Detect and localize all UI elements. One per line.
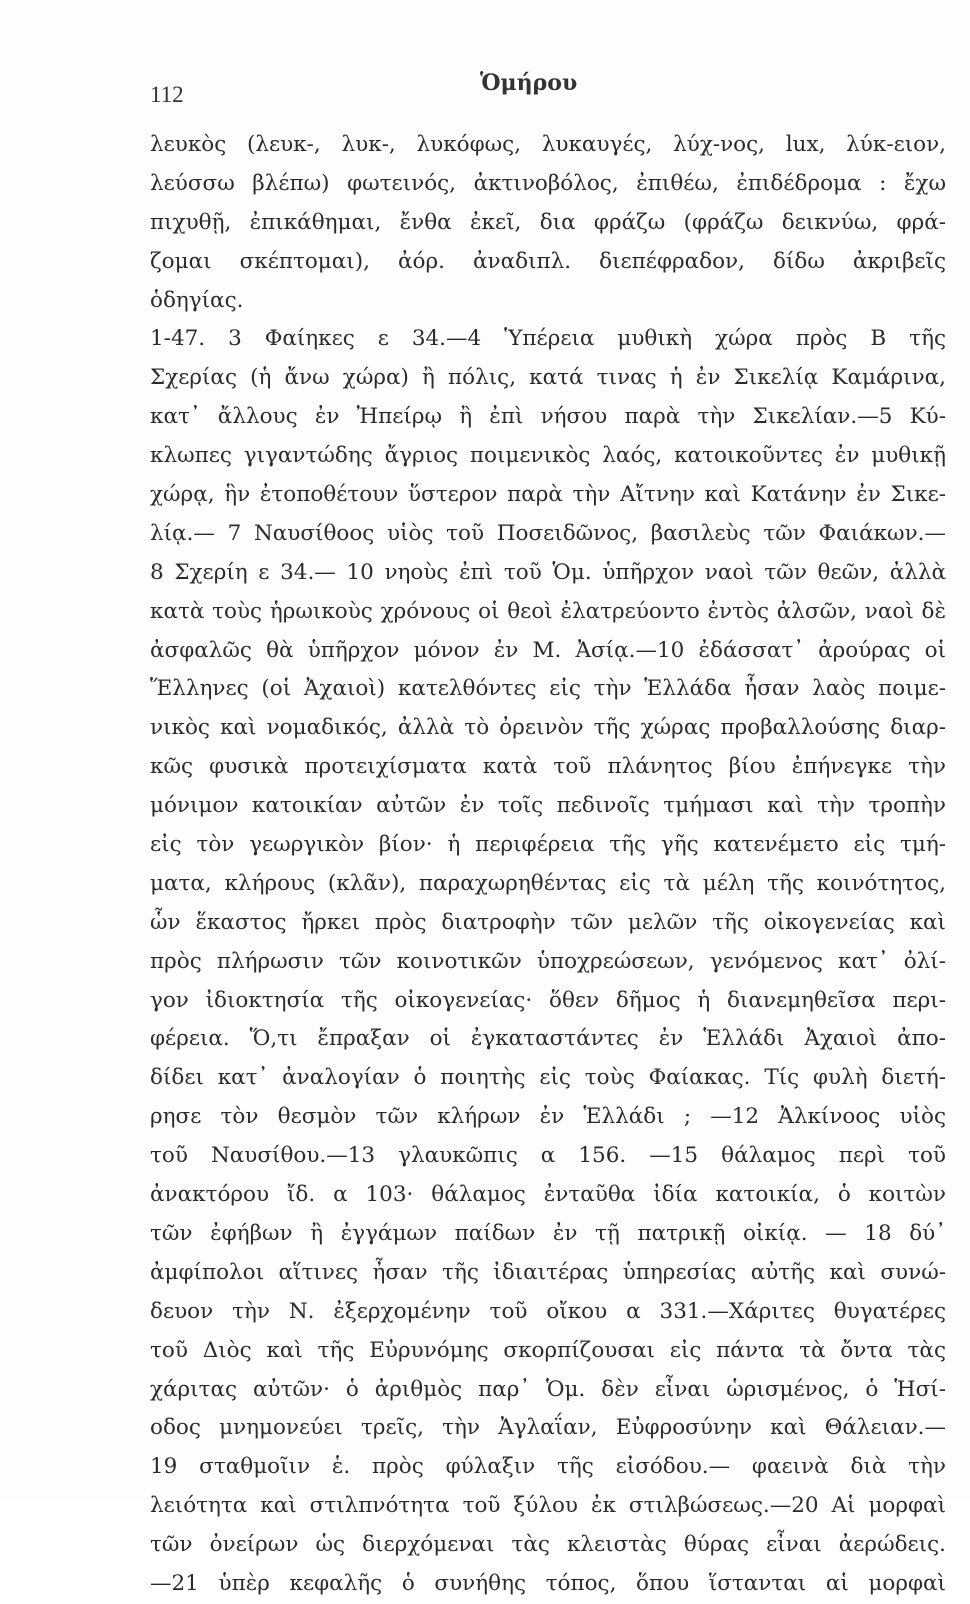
text-line: ἀσφαλῶς θὰ ὑπῆρχον μόνον ἐν Μ. Ἀσίᾳ.—10 ἐδάσσατ᾽ ἀρούρας οἱ — [150, 637, 946, 663]
text-line: λευκὸς (λευκ-, λυκ-, λυκόφως, λυκαυγές, λύχ-νος, lux, λύκ-ειον, — [150, 132, 946, 157]
text-line: λειότητα καὶ στιλπνότητα τοῦ ξύλου ἐκ στιλβώσεως.—20 Αἱ μορφαὶ — [150, 1493, 946, 1519]
text-line: νικὸς καὶ νομαδικός, ἀλλὰ τὸ ὀρεινὸν τῆς χώρας προβαλλούσης διαρ- — [150, 715, 946, 741]
text-line: κλωπες γιγαντώδης ἄγριος ποιμενικὸς λαός, κατοικοῦντες ἐν μυθικῇ — [150, 443, 946, 469]
text-line: τοῦ Διὸς καὶ τῆς Εὐρυνόμης σκορπίζουσαι εἰς πάντα τὰ ὄντα τὰς — [150, 1337, 946, 1363]
text-line: ρησε τὸν θεσμὸν τῶν κλήρων ἐν Ἑλλάδι ; —12 Ἀλκίνοος υἱὸς — [150, 1104, 946, 1130]
running-title: Ὁμήρου — [480, 70, 578, 96]
text-line: ματα, κλήρους (κλᾶν), παραχωρηθέντας εἰς τὰ μέλη τῆς κοινότητος, — [150, 870, 946, 896]
text-line: γον ἰδιοκτησία τῆς οἰκογενείας· ὅθεν δῆμος ἡ διανεμηθεῖσα περι- — [150, 987, 946, 1013]
text-line: ἀμφίπολοι αἵτινες ἦσαν τῆς ἰδιαιτέρας ὑπηρεσίας αὐτῆς καὶ συνώ- — [150, 1259, 946, 1285]
text-line: —21 ὑπὲρ κεφαλῆς ὁ συνήθης τόπος, ὅπου ἵστανται αἱ μορφαὶ — [150, 1570, 946, 1596]
text-line: ὧν ἕκαστος ἤρκει πρὸς διατροφὴν τῶν μελῶν τῆς οἰκογενείας καὶ — [150, 909, 946, 935]
text-line: 19 σταθμοῖιν ἑ. πρὸς φύλαξιν τῆς εἰσόδου.— φαεινὰ διὰ τὴν — [150, 1454, 946, 1480]
text-line: κῶς φυσικὰ προτειχίσματα κατὰ τοῦ πλάνητος βίου ἐπήνεγκε τὴν — [150, 754, 946, 780]
text-line: 1-47. 3 Φαίηκες ε 34.—4 Ὑπέρεια μυθικὴ χώρα πρὸς Β τῆς — [150, 326, 946, 352]
text-line: εἰς τὸν γεωργικὸν βίον· ἡ περιφέρεια τῆς γῆς κατενέμετο εἰς τμή- — [150, 832, 946, 858]
page-header — [150, 70, 930, 110]
text-line: οδος μνημονεύει τρεῖς, τὴν Ἀγλαΐαν, Εὐφροσύνην καὶ Θάλειαν.— — [150, 1415, 946, 1441]
text-line: δευον τὴν Ν. ἐξερχομένην τοῦ οἴκου α 331.—Χάριτες θυγατέρες — [150, 1298, 946, 1324]
text-line: χώρᾳ, ἣν ἐτοποθέτουν ὕστερον παρὰ τὴν Αἴτνην καὶ Κατάνην ἐν Σικε- — [150, 482, 946, 508]
page-number: 112 — [150, 82, 184, 107]
text-line: δίδει κατ᾽ ἀναλογίαν ὁ ποιητὴς εἰς τοὺς Φαίακας. Τίς φυλὴ διετή- — [150, 1065, 946, 1091]
text-line: 8 Σχερίη ε 34.— 10 νηοὺς ἐπὶ τοῦ Ὁμ. ὑπῆρχον ναοὶ τῶν θεῶν, ἀλλὰ — [150, 559, 946, 585]
text-line: ἀνακτόρου ἴδ. α 103· θάλαμος ἐνταῦθα ἰδία κατοικία, ὁ κοιτὼν — [150, 1182, 946, 1208]
text-line: λίᾳ.— 7 Ναυσίθοος υἱὸς τοῦ Ποσειδῶνος, βασιλεὺς τῶν Φαιάκων.— — [150, 520, 946, 546]
text-line: πιχυθῇ, ἐπικάθημαι, ἔνθα ἐκεῖ, δια φράζω (φράζω δεικνύω, φρά- — [150, 209, 946, 235]
text-line: πρὸς πλήρωσιν τῶν κοινοτικῶν ὑποχρεώσεων, γενόμενος κατ᾽ ὀλί- — [150, 948, 946, 974]
text-line: φέρεια. Ὅ,τι ἔπραξαν οἱ ἐγκαταστάντες ἐν Ἑλλάδι Ἀχαιοὶ ἀπο- — [150, 1026, 946, 1052]
text-line: Ἕλληνες (οἱ Ἀχαιοὶ) κατελθόντες εἰς τὴν Ἑλλάδα ἦσαν λαὸς ποιμε- — [150, 676, 946, 702]
text-line: ὁδηγίας. — [150, 287, 244, 313]
text-line: κατ᾽ ἄλλους ἐν Ἠπείρῳ ἢ ἐπὶ νήσου παρὰ τὴν Σικελίαν.—5 Κύ- — [150, 404, 946, 430]
text-line: λεύσσω βλέπω) φωτεινός, ἀκτινοβόλος, ἐπιθέω, ἐπιδέδρομα : ἔχω — [150, 170, 946, 196]
text-line: μόνιμον κατοικίαν αὐτῶν ἐν τοῖς πεδινοῖς τμήμασι καὶ τὴν τροπὴν — [150, 793, 946, 819]
text-line: Σχερίας (ἡ ἄνω χώρα) ἢ πόλις, κατά τινας ἡ ἐν Σικελίᾳ Καμάρινα, — [150, 365, 946, 391]
text-line: κατὰ τοὺς ἡρωικοὺς χρόνους οἱ θεοὶ ἐλατρεύοντο ἐντὸς ἀλσῶν, ναοὶ δὲ — [150, 598, 946, 624]
text-line: τῶν ὀνείρων ὡς διερχόμεναι τὰς κλειστὰς θύρας εἶναι ἀερώδεις. — [150, 1532, 946, 1558]
text-line: τοῦ Ναυσίθου.—13 γλαυκῶπις α 156. —15 θάλαμος περὶ τοῦ — [150, 1143, 946, 1169]
commentary-text — [150, 126, 946, 1604]
text-line: ζομαι σκέπτομαι), ἀόρ. ἀναδιπλ. διεπέφραδον, δίδω ἀκριβεῖς — [150, 248, 946, 274]
text-line: χάριτας αὐτῶν· ὁ ἀριθμὸς παρ᾽ Ὁμ. δὲν εἶναι ὡρισμένος, ὁ Ἡσί- — [150, 1376, 946, 1402]
text-line: τῶν ἐφήβων ἢ ἐγγάμων παίδων ἐν τῇ πατρικῇ οἰκίᾳ. — 18 δύ᾽ — [150, 1220, 946, 1246]
